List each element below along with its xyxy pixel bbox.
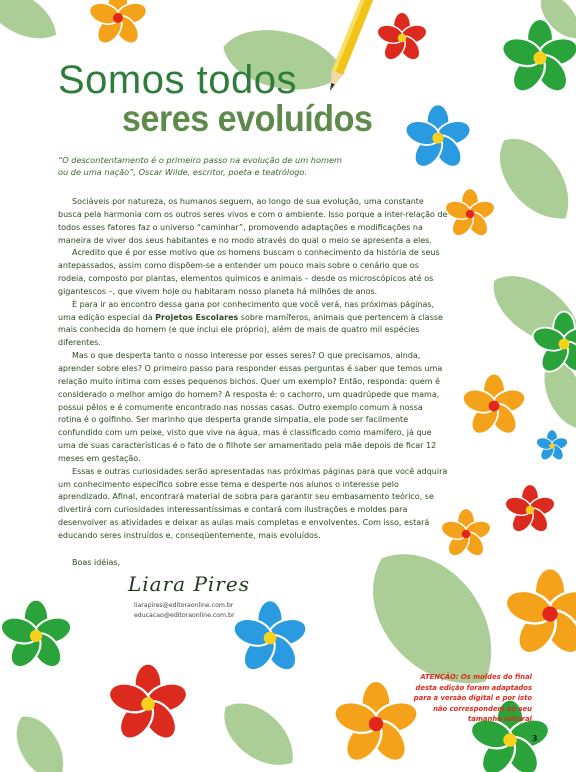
flower bbox=[0, 600, 74, 673]
page-number: 3 bbox=[532, 734, 538, 743]
epigraph bbox=[58, 154, 358, 178]
paragraph bbox=[58, 299, 448, 350]
flower bbox=[375, 12, 429, 63]
closing-line: Boas idéias, bbox=[72, 558, 121, 567]
epigraph-line: “O descontentamento é o primeiro passo na evolução de um homem bbox=[58, 155, 342, 165]
leaf bbox=[0, 0, 65, 51]
paragraph: Acredito que é por esse motivo que os homens buscam o conhecimento da história de seus antepassados, assim como dispõem-se a entender um pouco mais sobre o cenário que os rodeia, composto por plantas, elementos químicos e animais – desde os microscópicos até os gigantescos –, que vivem hoje ou habitaram nosso planeta há milhões de anos. bbox=[58, 248, 440, 296]
flower bbox=[402, 104, 473, 172]
pencil-icon bbox=[324, 0, 379, 93]
email-link[interactable]: liarapires@editoraonline.com.br bbox=[134, 602, 234, 609]
flower bbox=[460, 374, 528, 439]
flower bbox=[503, 484, 557, 535]
leaf bbox=[484, 125, 576, 234]
page-title-line1: Somos todos bbox=[58, 58, 297, 102]
leaf bbox=[211, 690, 306, 772]
page-title-line2: seres evoluídos bbox=[122, 98, 373, 139]
paragraph-text: É para ir ao encontro dessa gana por conhecimento que você verá, nas próximas páginas, uma edição especial da bbox=[58, 299, 435, 322]
flower bbox=[443, 188, 497, 239]
article-body bbox=[58, 196, 448, 543]
paragraph-text: sobre mamíferos, animais que pertencem à classe mais conhecida do homem (e que inclui ele próprio), além de mais de quatro mil espécies diferentes. bbox=[58, 312, 443, 348]
paragraph: Mas o que desperta tanto o nosso interesse por esses seres? O que precisamos, ainda, aprender sobre eles? O primeiro passo para responder essas perguntas é saber que temos uma relação muito íntima com esses pequenos bichos. Quer um exemplo? Então, responda: quem é considerado o melhor amigo do homem? A resposta é: o cachorro, um quadrúpede que mama, possui pêlos e é comumente encontrado nas nossas casas. Outro exemplo comum à nossa rotina é o golfinho. Ser marinho que desperta grande simpatia, ele pode ser facilmente confundido com um peixe, visto que vive na água, mas é classificado como mamífero, já que uma de suas características é o fato de o filhote ser amamentado pela mãe depois de ficar 12 meses em gestação. bbox=[58, 351, 443, 463]
flower bbox=[230, 600, 310, 676]
flower bbox=[105, 664, 190, 745]
paragraph: Sociáveis por natureza, os humanos seguem, ao longo de sua evolução, uma constante busca pela harmonia com os outros seres vivos e com o ambiente. Isso porque a inter-relação de todos esses fatores faz o universo “caminhar”, promovendo adaptações e modificações na maneira de viver dos seus habitantes e no modo através do qual o meio se apresenta a eles. bbox=[58, 197, 448, 245]
magazine-name: Projetos Escolares bbox=[155, 312, 239, 322]
flower bbox=[535, 430, 569, 462]
epigraph-line: ou de uma nação”, Oscar Wilde, escritor, poeta e teatrólogo. bbox=[58, 167, 308, 177]
flower bbox=[87, 0, 150, 48]
email-link[interactable]: educacao@editoraonline.com.br bbox=[134, 612, 235, 619]
notice-text: ATENÇÃO: Os moldes do final desta edição foram adaptados para a versão digital e por isto não correspondem ao seu tamanho natural bbox=[413, 673, 532, 724]
flower bbox=[502, 568, 576, 660]
leaf bbox=[6, 707, 76, 772]
signature: Liara Pires bbox=[128, 572, 250, 596]
paragraph: Essas e outras curiosidades serão apresentadas nas próximas páginas para que você adquira um conhecimento específico sobre esse tema e desperte nos alunos o interesse pelo aprendizado. Afinal, encontrará material de sobra para garantir seu embasamento teórico, se divertirá com curiosidades interessantíssimas e contará com ilustrações e moldes para desenvolver as atividades e deixar as aulas mais completas e envolventes. Com isso, estará educando seres instruídos e, conseqüentemente, mais evoluídos. bbox=[58, 466, 448, 540]
